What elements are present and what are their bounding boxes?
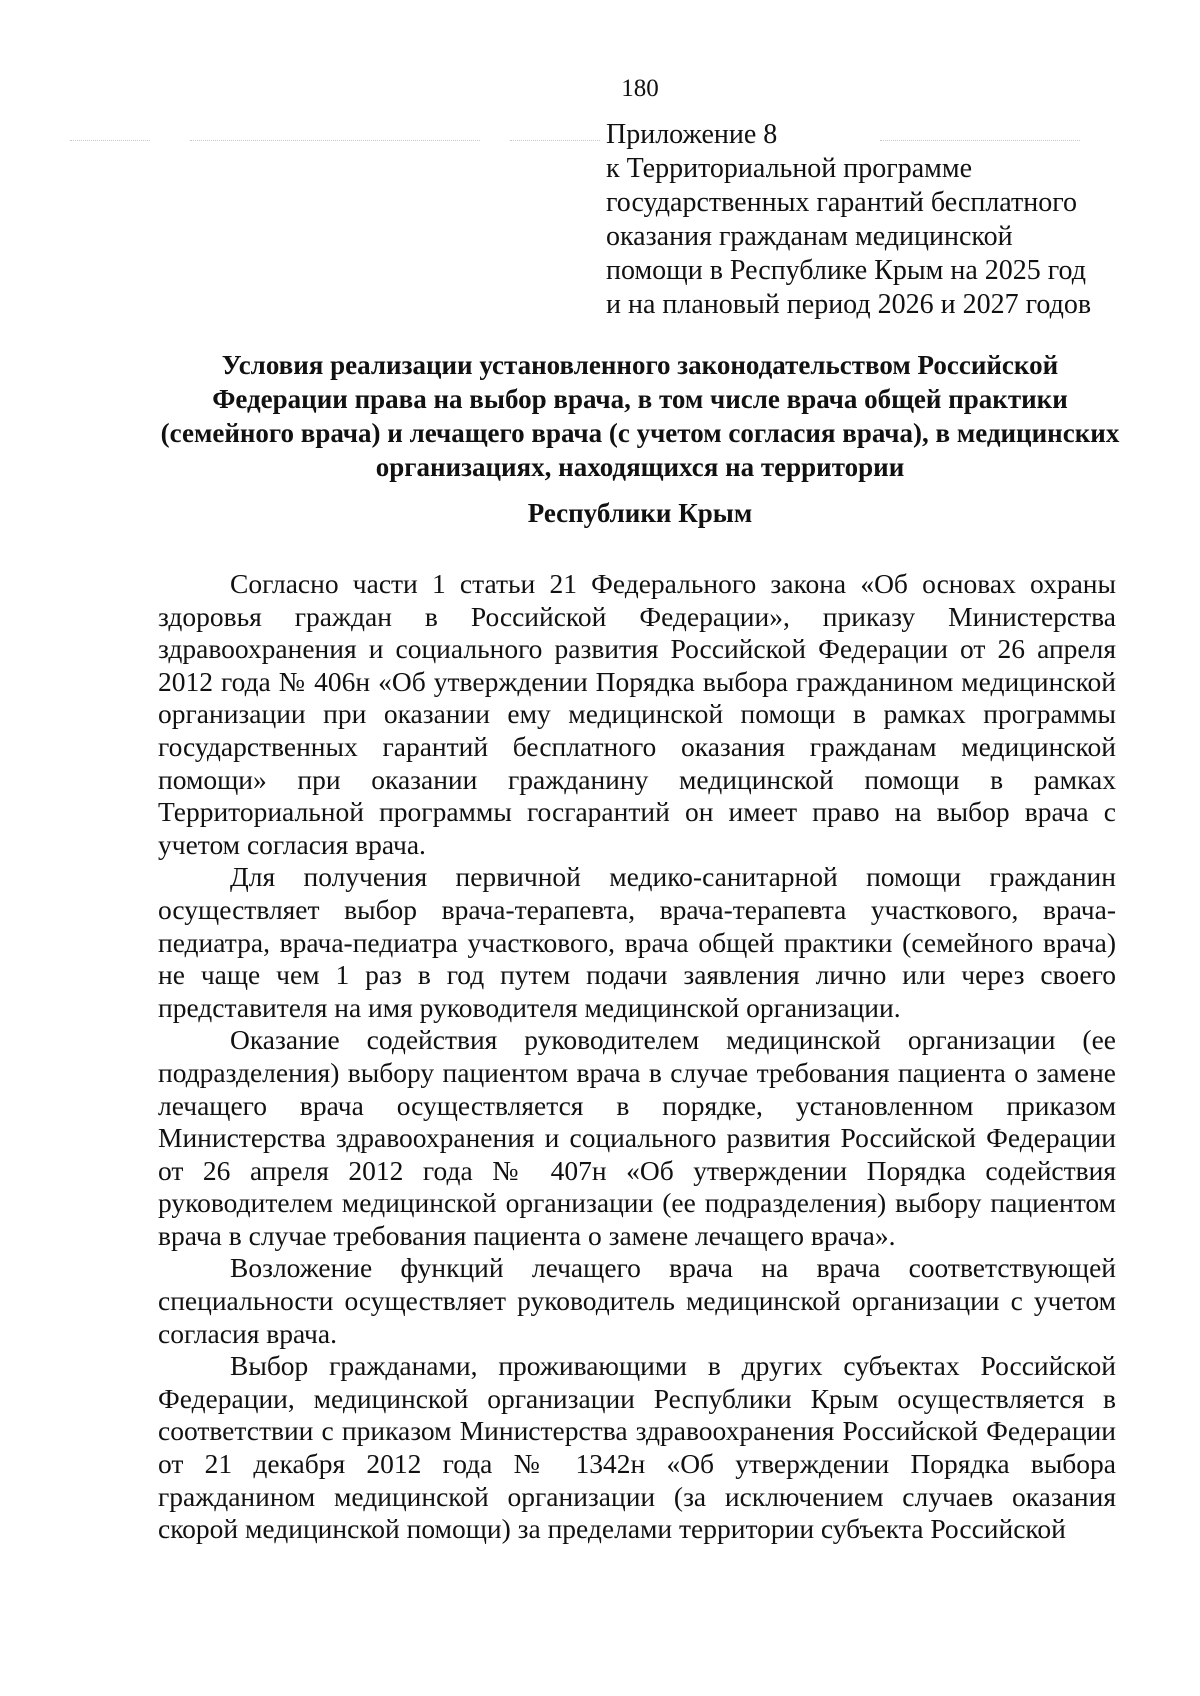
- appendix-note: [606, 118, 1166, 322]
- paragraph: Оказание содействия руководителем медицинской организации (ее подразделения) выбору пациентом врача в случае требования пациента о замене лечащего врача осуществляется в порядке, установленном приказом Министерства здравоохранения и социального развития Российской Федерации от 26 апреля 2012 года № 407н «Об утверждении Порядка содействия руководителем медицинской организации (ее подразделения) выбору пациентом врача в случае требования пациента о замене лечащего врача».: [158, 1024, 1116, 1251]
- paragraph: Возложение функций лечащего врача на врача соответствующей специальности осуществляет руководитель медицинской организации с учетом согласия врача.: [158, 1252, 1116, 1349]
- paragraph: Согласно части 1 статьи 21 Федерального закона «Об основах охраны здоровья граждан в Российской Федерации», приказу Министерства здравоохранения и социального развития Российской Федерации от 26 апреля 2012 года № 406н «Об утверждении Порядка выбора гражданином медицинской организации при оказании ему медицинской помощи в рамках программы государственных гарантий бесплатного оказания гражданам медицинской помощи» при оказании гражданину медицинской помощи в рамках Территориальной программы госгарантий он имеет право на выбор врача с учетом согласия врача.: [158, 568, 1116, 860]
- title-region: Республики Крым: [527, 498, 753, 528]
- scan-dotted-rule: [510, 140, 600, 141]
- paragraph: Выбор гражданами, проживающими в других субъектах Российской Федерации, медицинской организации Республики Крым осуществляется в соответствии с приказом Министерства здравоохранения Российской Федерации от 21 декабря 2012 года № 1342н «Об утверждении Порядка выбора гражданином медицинской организации (за исключением случаев оказания скорой медицинской помощи) за пределами территории субъекта Российской: [158, 1350, 1116, 1545]
- scan-dotted-rule: [190, 140, 480, 141]
- title-main: Условия реализации установленного законодательством Российской Федерации права на выбор врача, в том числе врача общей практики (семейного врача) и лечащего врача (с учетом согласия врача), в медицинских организациях, находящихся на территории: [160, 350, 1120, 482]
- paragraph: Для получения первичной медико-санитарной помощи гражданин осуществляет выбор врача-терапевта, врача-терапевта участкового, врача-педиатра, врача-педиатра участкового, врача общей практики (семейного врача) не чаще чем 1 раз в год путем подачи заявления лично или через своего представителя на имя руководителя медицинской организации.: [158, 861, 1116, 1023]
- appendix-line: государственных гарантий бесплатного: [606, 187, 1078, 218]
- appendix-line: помощи в Республике Крым на 2025 год: [606, 255, 1086, 286]
- document-title: [160, 348, 1120, 530]
- scan-dotted-rule: [70, 140, 150, 141]
- appendix-line: к Территориальной программе: [606, 153, 973, 184]
- appendix-line: Приложение 8: [606, 119, 778, 150]
- document-body: [158, 568, 1116, 1546]
- appendix-line: и на плановый период 2026 и 2027 годов: [606, 289, 1092, 320]
- page-number: 180: [621, 75, 659, 102]
- appendix-line: оказания гражданам медицинской: [606, 221, 1013, 252]
